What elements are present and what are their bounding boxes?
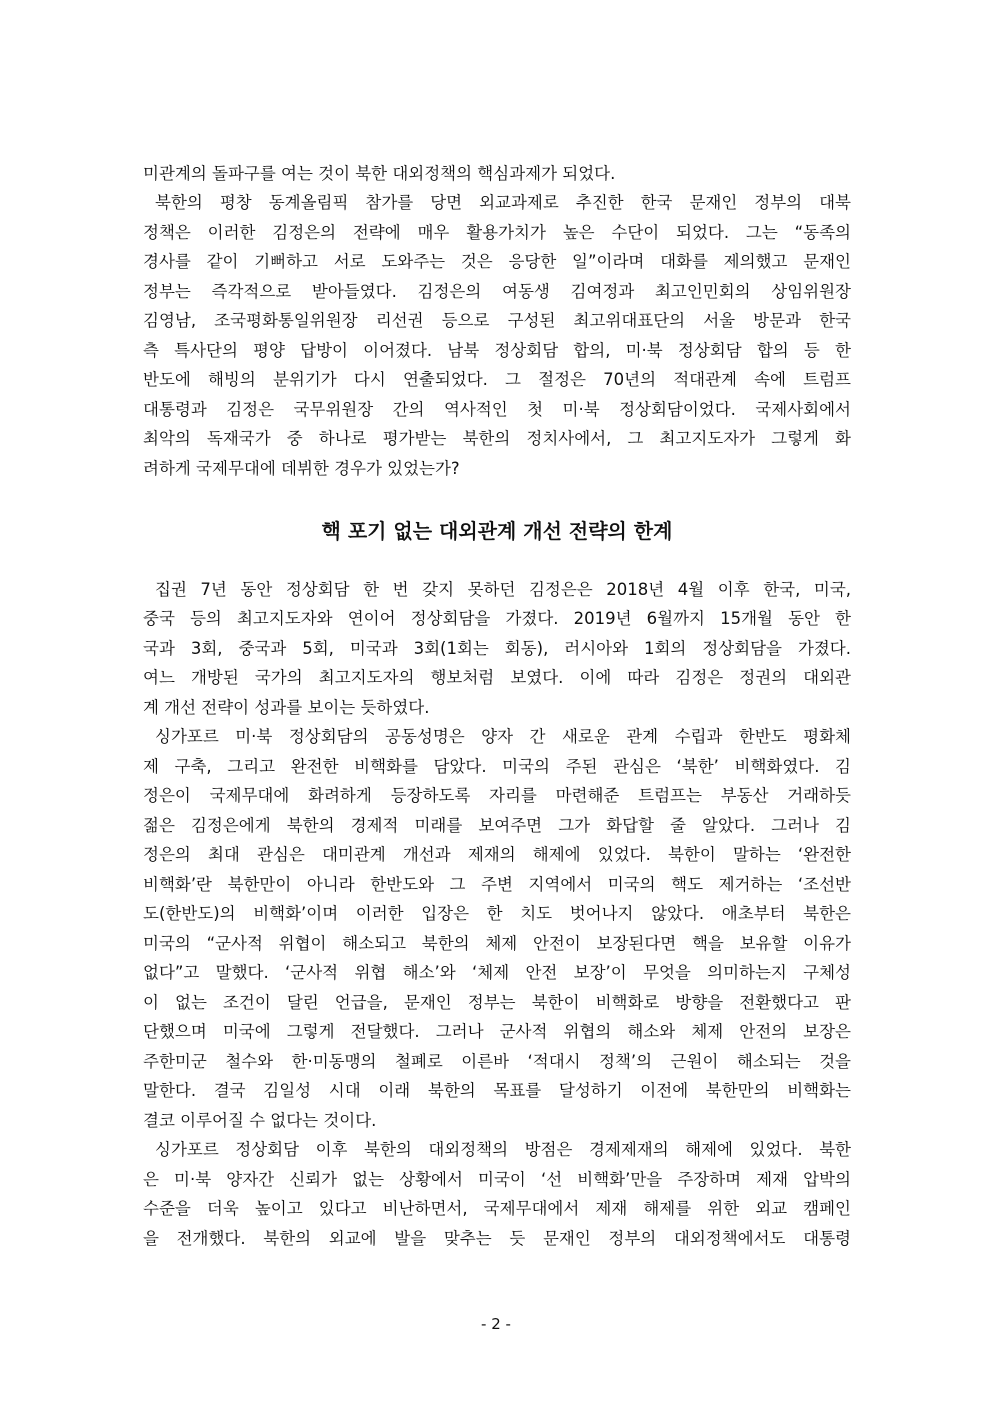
paragraph-line: 단했으며 미국에 그렇게 전달했다. 그러나 군사적 위협의 해소와 체제 안전의 보장은 xyxy=(143,1022,851,1041)
paragraph-line: 미국의 “군사적 위협이 해소되고 북한의 체제 안전이 보장된다면 핵을 보유할 이유가 xyxy=(143,934,851,953)
paragraph-line: 국과 3회, 중국과 5회, 미국과 3회(1회는 회동), 러시아와 1회의 정상회담을 가졌다. xyxy=(143,639,851,658)
paragraph-line: 도(한반도)의 비핵화’이며 이러한 입장은 한 치도 벗어나지 않았다. 애초부터 북한은 xyxy=(143,904,851,923)
paragraph-line: 제 구축, 그리고 완전한 비핵화를 담았다. 미국의 주된 관심은 ‘북한’ 비핵화였다. 김 xyxy=(143,757,851,776)
paragraph-line: 김영남, 조국평화통일위원장 리선권 등으로 구성된 최고위대표단의 서울 방문과 한국 xyxy=(143,311,851,330)
paragraph-line: 정부는 즉각적으로 받아들였다. 김정은의 여동생 김여정과 최고인민회의 상임위원장 xyxy=(143,282,851,301)
paragraph-line: 을 전개했다. 북한의 외교에 발을 맞추는 듯 문재인 정부의 대외정책에서도 대통령 xyxy=(143,1229,851,1248)
paragraph-line: 미관계의 돌파구를 여는 것이 북한 대외정책의 핵심과제가 되었다. xyxy=(143,164,616,183)
paragraph-line: 여느 개방된 국가의 최고지도자의 행보처럼 보였다. 이에 따라 김정은 정권의 대외관 xyxy=(143,668,851,687)
paragraph-line: 은 미·북 양자간 신뢰가 없는 상황에서 미국이 ‘선 비핵화’만을 주장하며 제재 압박의 xyxy=(143,1170,851,1189)
paragraph-line: 정은의 최대 관심은 대미관계 개선과 제재의 해제에 있었다. 북한이 말하는 ‘완전한 xyxy=(143,845,851,864)
paragraph-line: 최악의 독재국가 중 하나로 평가받는 북한의 정치사에서, 그 최고지도자가 그렇게 화 xyxy=(143,429,851,448)
paragraph-line: 수준을 더욱 높이고 있다고 비난하면서, 국제무대에서 제재 해제를 위한 외교 캠페인 xyxy=(143,1199,851,1218)
paragraph-line: 계 개선 전략이 성과를 보이는 듯하였다. xyxy=(143,698,430,717)
paragraph-line: 대통령과 김정은 국무위원장 간의 역사적인 첫 미·북 정상회담이었다. 국제사회에서 xyxy=(143,400,851,419)
section-heading: 핵 포기 없는 대외관계 개선 전략의 한계 xyxy=(321,519,673,543)
paragraph-line: 정은이 국제무대에 화려하게 등장하도록 자리를 마련해준 트럼프는 부동산 거래하듯 xyxy=(143,786,851,805)
paragraph-line: 북한의 평창 동계올림픽 참가를 당면 외교과제로 추진한 한국 문재인 정부의 대북 xyxy=(155,193,851,212)
paragraph-line: 반도에 해빙의 분위기가 다시 연출되었다. 그 절정은 70년의 적대관계 속에 트럼프 xyxy=(143,370,851,389)
paragraph-line: 중국 등의 최고지도자와 연이어 정상회담을 가졌다. 2019년 6월까지 15개월 동안 한 xyxy=(143,609,851,628)
paragraph-line: 싱가포르 미·북 정상회담의 공동성명은 양자 간 새로운 관계 수립과 한반도 평화체 xyxy=(155,727,851,746)
paragraph-line: 결코 이루어질 수 없다는 것이다. xyxy=(143,1111,377,1130)
paragraph-line: 없다”고 말했다. ‘군사적 위협 해소’와 ‘체제 안전 보장’이 무엇을 의미하는지 구체성 xyxy=(143,963,851,982)
paragraph-line: 정책은 이러한 김정은의 전략에 매우 활용가치가 높은 수단이 되었다. 그는 “동족의 xyxy=(143,223,851,242)
paragraph-line: 측 특사단의 평양 답방이 이어졌다. 남북 정상회담 합의, 미·북 정상회담 합의 등 한 xyxy=(143,341,851,360)
paragraph-line: 비핵화’란 북한만이 아니라 한반도와 그 주변 지역에서 미국의 핵도 제거하는 ‘조선반 xyxy=(143,875,851,894)
paragraph-line: 주한미군 철수와 한·미동맹의 철폐로 이른바 ‘적대시 정책’의 근원이 해소되는 것을 xyxy=(143,1052,851,1071)
page-number: - 2 - xyxy=(481,1315,511,1333)
paragraph-line: 경사를 같이 기뻐하고 서로 도와주는 것은 응당한 일”이라며 대화를 제의했고 문재인 xyxy=(143,252,851,271)
paragraph-line: 려하게 국제무대에 데뷔한 경우가 있었는가? xyxy=(143,459,460,478)
paragraph-line: 젊은 김정은에게 북한의 경제적 미래를 보여주면 그가 화답할 줄 알았다. 그러나 김 xyxy=(143,816,851,835)
paragraph-line: 집권 7년 동안 정상회담 한 번 갖지 못하던 김정은은 2018년 4월 이후 한국, 미국, xyxy=(155,580,851,599)
paragraph-line: 싱가포르 정상회담 이후 북한의 대외정책의 방점은 경제제재의 해제에 있었다. 북한 xyxy=(155,1140,851,1159)
paragraph-line: 이 없는 조건이 달린 언급을, 문재인 정부는 북한이 비핵화로 방향을 전환했다고 판 xyxy=(143,993,851,1012)
paragraph-line: 말한다. 결국 김일성 시대 이래 북한의 목표를 달성하기 이전에 북한만의 비핵화는 xyxy=(143,1081,851,1100)
